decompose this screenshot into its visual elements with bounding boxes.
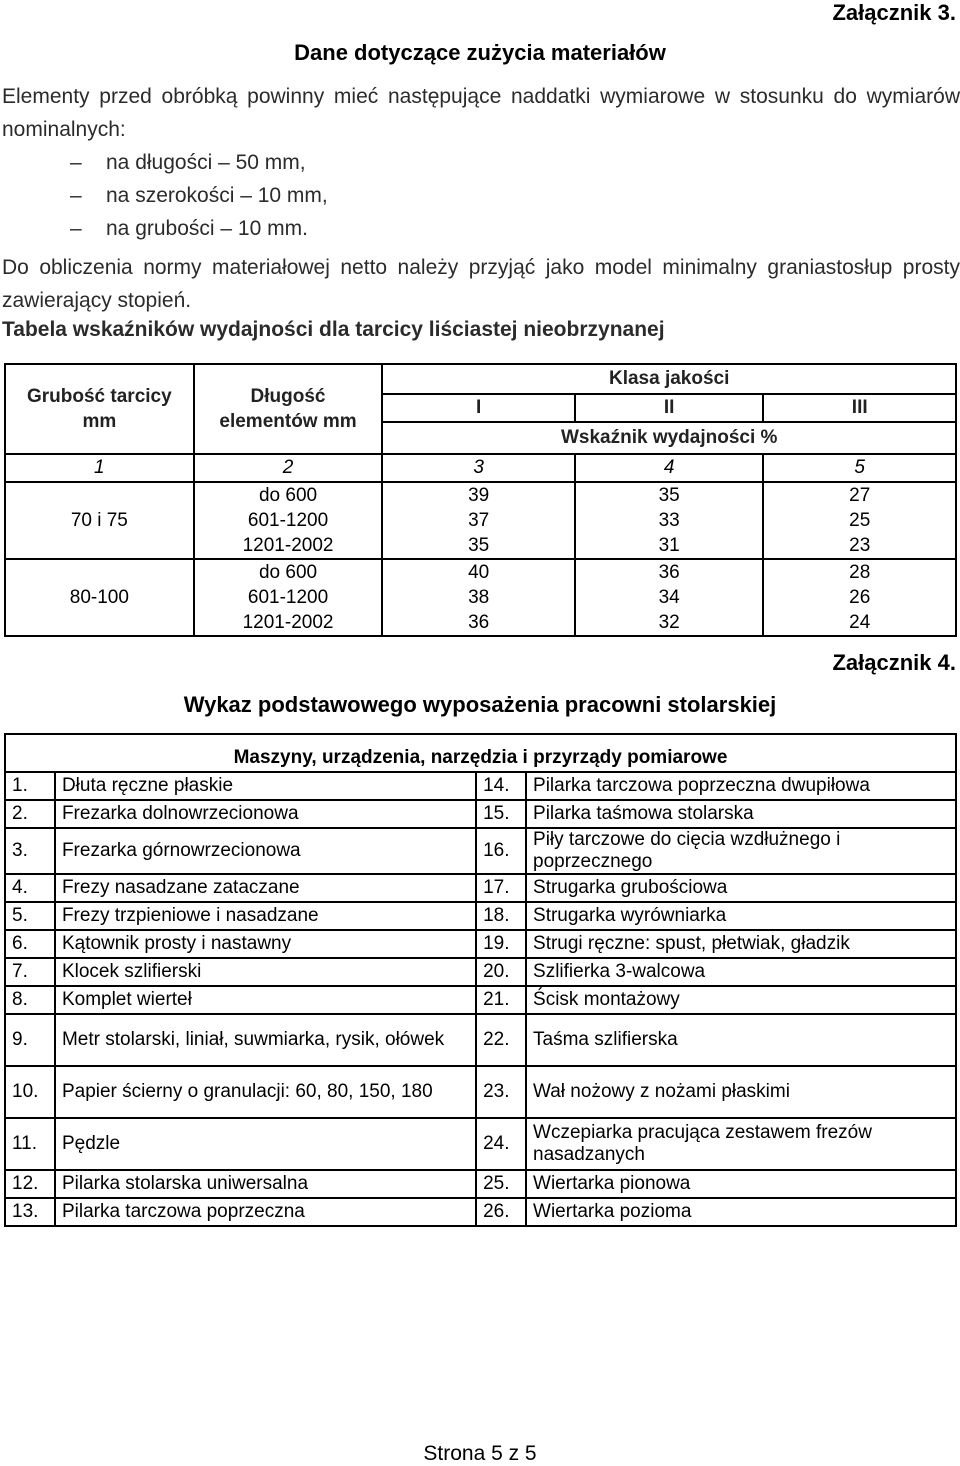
- page-footer: Strona 5 z 5: [423, 1442, 537, 1465]
- item-number: 7.: [5, 958, 55, 986]
- item-name: Wał nożowy z nożami płaskimi: [526, 1066, 956, 1118]
- allowance-item: – na grubości – 10 mm.: [70, 217, 308, 240]
- item-name: Strugi ręczne: spust, płetwiak, gładzik: [526, 930, 956, 958]
- item-number: 20.: [476, 958, 526, 986]
- item-name: Wczepiarka pracująca zestawem frezów nasadzanych: [526, 1118, 956, 1170]
- item-number: 3.: [5, 828, 55, 874]
- equipment-table-header: Maszyny, urządzenia, narzędzia i przyrządy pomiarowe: [5, 734, 956, 772]
- item-number: 15.: [476, 800, 526, 828]
- intro-paragraph: Elementy przed obróbką powinny mieć następujące naddatki wymiarowe w stosunku do wymiarów nominalnych:: [2, 85, 960, 141]
- item-number: 14.: [476, 772, 526, 800]
- item-name: Pilarka stolarska uniwersalna: [55, 1170, 476, 1198]
- item-name: Taśma szlifierska: [526, 1014, 956, 1066]
- header-class-iii: III: [763, 394, 956, 422]
- item-number: 10.: [5, 1066, 55, 1118]
- item-name: Strugarka wyrówniarka: [526, 902, 956, 930]
- annex-4-label: Załącznik 4.: [832, 650, 956, 675]
- col-number: 1: [5, 454, 194, 482]
- item-number: 19.: [476, 930, 526, 958]
- class-iii-values: 27 25 23: [763, 482, 956, 559]
- table-row: [5, 1014, 956, 1066]
- table-row: [5, 1118, 956, 1170]
- item-number: 1.: [5, 772, 55, 800]
- item-name: Pilarka taśmowa stolarska: [526, 800, 956, 828]
- item-name: Frezarka górnowrzecionowa: [55, 828, 476, 874]
- class-ii-values: 36 34 32: [575, 559, 764, 636]
- item-number: 8.: [5, 986, 55, 1014]
- annex-3-label: Załącznik 3.: [832, 0, 956, 25]
- equipment-table: [4, 733, 957, 1227]
- item-name: Frezy trzpieniowe i nasadzane: [55, 902, 476, 930]
- table-row: [5, 874, 956, 902]
- class-i-values: 39 37 35: [382, 482, 575, 559]
- table-row: [5, 902, 956, 930]
- item-number: 2.: [5, 800, 55, 828]
- table-row: [5, 772, 956, 800]
- item-name: Kątownik prosty i nastawny: [55, 930, 476, 958]
- table-row: [5, 828, 956, 874]
- item-number: 26.: [476, 1198, 526, 1226]
- table-row: [5, 1198, 956, 1226]
- item-number: 17.: [476, 874, 526, 902]
- item-name: Pilarka tarczowa poprzeczna: [55, 1198, 476, 1226]
- item-number: 13.: [5, 1198, 55, 1226]
- norm-paragraph: Do obliczenia normy materiałowej netto należy przyjąć jako model minimalny graniastosłup prosty zawierający stopień.: [2, 256, 960, 312]
- table-row: [5, 930, 956, 958]
- header-thickness: Grubość tarcicy mm: [5, 364, 194, 454]
- length-cell: do 600 601-1200 1201-2002: [194, 482, 383, 559]
- col-number: 5: [763, 454, 956, 482]
- item-name: Metr stolarski, liniał, suwmiarka, rysik, ołówek: [55, 1014, 476, 1066]
- item-name: Klocek szlifierski: [55, 958, 476, 986]
- item-number: 12.: [5, 1170, 55, 1198]
- item-number: 16.: [476, 828, 526, 874]
- class-i-values: 40 38 36: [382, 559, 575, 636]
- class-ii-values: 35 33 31: [575, 482, 764, 559]
- item-name: Dłuta ręczne płaskie: [55, 772, 476, 800]
- table-row: [5, 958, 956, 986]
- allowance-item: – na długości – 50 mm,: [70, 151, 306, 174]
- item-name: Wiertarka pionowa: [526, 1170, 956, 1198]
- table-row: [5, 800, 956, 828]
- item-number: 4.: [5, 874, 55, 902]
- item-name: Frezy nasadzane zataczane: [55, 874, 476, 902]
- col-number: 4: [575, 454, 764, 482]
- section-title-equipment: Wykaz podstawowego wyposażenia pracowni stolarskiej: [183, 692, 777, 717]
- table-row: [5, 986, 956, 1014]
- item-name: Frezarka dolnowrzecionowa: [55, 800, 476, 828]
- item-number: 22.: [476, 1014, 526, 1066]
- item-name: Piły tarczowe do cięcia wzdłużnego i poprzecznego: [526, 828, 956, 874]
- item-number: 21.: [476, 986, 526, 1014]
- section-title-materials: Dane dotyczące zużycia materiałów: [294, 40, 666, 65]
- thickness-cell: 80-100: [5, 559, 194, 636]
- item-name: Ścisk montażowy: [526, 986, 956, 1014]
- col-number: 2: [194, 454, 383, 482]
- item-number: 25.: [476, 1170, 526, 1198]
- table-row: [5, 1066, 956, 1118]
- item-name: Pilarka tarczowa poprzeczna dwupiłowa: [526, 772, 956, 800]
- item-number: 18.: [476, 902, 526, 930]
- table-row: [5, 1170, 956, 1198]
- item-name: Komplet wierteł: [55, 986, 476, 1014]
- item-number: 11.: [5, 1118, 55, 1170]
- item-name: Wiertarka pozioma: [526, 1198, 956, 1226]
- item-number: 6.: [5, 930, 55, 958]
- length-cell: do 600 601-1200 1201-2002: [194, 559, 383, 636]
- item-number: 9.: [5, 1014, 55, 1066]
- header-class-i: I: [382, 394, 575, 422]
- table1-title: Tabela wskaźników wydajności dla tarcicy liściastej nieobrzynanej: [2, 318, 665, 341]
- header-length: Długość elementów mm: [194, 364, 383, 454]
- item-name: Papier ścierny o granulacji: 60, 80, 150, 180: [55, 1066, 476, 1118]
- item-name: Strugarka grubościowa: [526, 874, 956, 902]
- header-class-ii: II: [575, 394, 764, 422]
- class-iii-values: 28 26 24: [763, 559, 956, 636]
- thickness-cell: 70 i 75: [5, 482, 194, 559]
- yield-table: [4, 363, 957, 637]
- header-yield-indicator: Wskaźnik wydajności %: [382, 422, 956, 454]
- item-number: 5.: [5, 902, 55, 930]
- allowance-item: – na szerokości – 10 mm,: [70, 184, 328, 207]
- item-number: 24.: [476, 1118, 526, 1170]
- header-quality-class: Klasa jakości: [382, 364, 956, 394]
- item-number: 23.: [476, 1066, 526, 1118]
- item-name: Pędzle: [55, 1118, 476, 1170]
- item-name: Szlifierka 3-walcowa: [526, 958, 956, 986]
- col-number: 3: [382, 454, 575, 482]
